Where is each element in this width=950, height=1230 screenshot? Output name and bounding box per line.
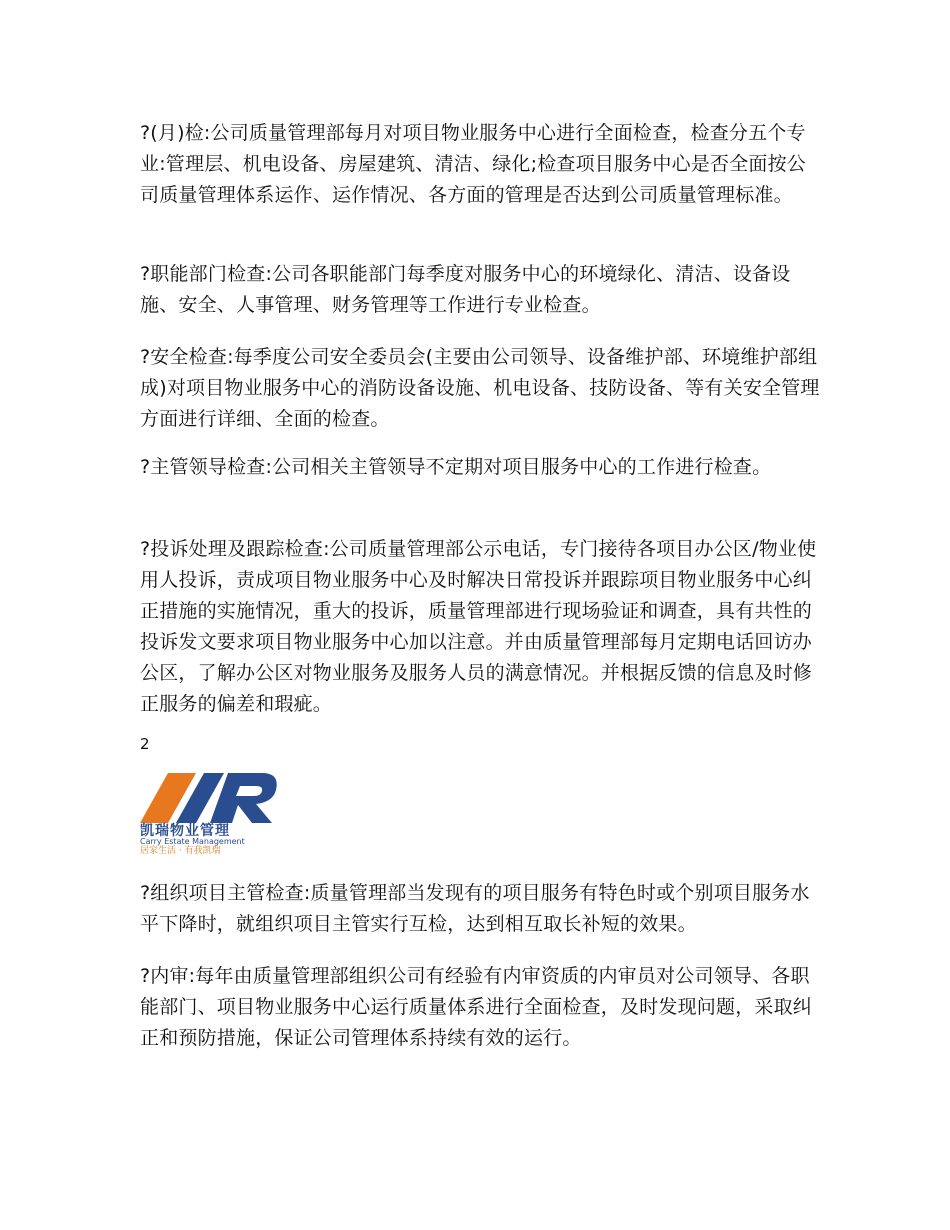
paragraph-internal-audit: ?内审:每年由质量管理部组织公司有经验有内审资质的内审员对公司领导、各职能部门、项目物业服务中心运行质量体系进行全面检查，及时发现问题，采取纠正和预防措施，保证公司管理体系持续有效的运行。 — [140, 965, 813, 1049]
logo-slogan: 居家生活 · 有我凯瑞 — [140, 846, 221, 856]
paragraph-supervisor-inspection: ?组织项目主管检查:质量管理部当发现有的项目服务有特色时或个别项目服务水平下降时，就组织项目主管实行互检，达到相互取长补短的效果。 — [140, 882, 810, 935]
logo-mark-icon — [140, 770, 285, 825]
page-number: 2 — [140, 735, 150, 753]
paragraph-complaint-tracking: ?投诉处理及跟踪检查:公司质量管理部公示电话，专门接待各项目办公区/物业使用人投诉，责成项目物业服务中心及时解决日常投诉并跟踪项目物业服务中心纠正措施的实施情况，重大的投诉，质量管理部进行现场验证和调查，具有共性的投诉发文要求项目物业服务中心加以注意。并由质量管理部每月定期电话回访办公区，了解办公区对物业服务及服务人员的满意情况。并根据反馈的信息及时修正服务的偏差和瑕疵。 — [140, 538, 817, 715]
paragraph-department-inspection: ?职能部门检查:公司各职能部门每季度对服务中心的环境绿化、清洁、设备设施、安全、人事管理、财务管理等工作进行专业检查。 — [140, 263, 791, 316]
paragraph-monthly-inspection: ?(月)检:公司质量管理部每月对项目物业服务中心进行全面检查，检查分五个专业:管理层、机电设备、房屋建筑、清洁、绿化;检查项目服务中心是否全面按公司质量管理体系运作、运作情况、各方面的管理是否达到公司质量管理标准。 — [140, 122, 807, 206]
logo-company-name: 凯瑞物业管理 — [140, 823, 230, 839]
company-logo — [140, 770, 285, 858]
logo-company-name-en: Carry Estate Management — [140, 837, 245, 846]
paragraph-safety-inspection: ?安全检查:每季度公司安全委员会(主要由公司领导、设备维护部、环境维护部组成)对项目物业服务中心的消防设备设施、机电设备、技防设备、等有关安全管理方面进行详细、全面的检查。 — [140, 346, 820, 430]
paragraph-leader-inspection: ?主管领导检查:公司相关主管领导不定期对项目服务中心的工作进行检查。 — [140, 456, 772, 478]
